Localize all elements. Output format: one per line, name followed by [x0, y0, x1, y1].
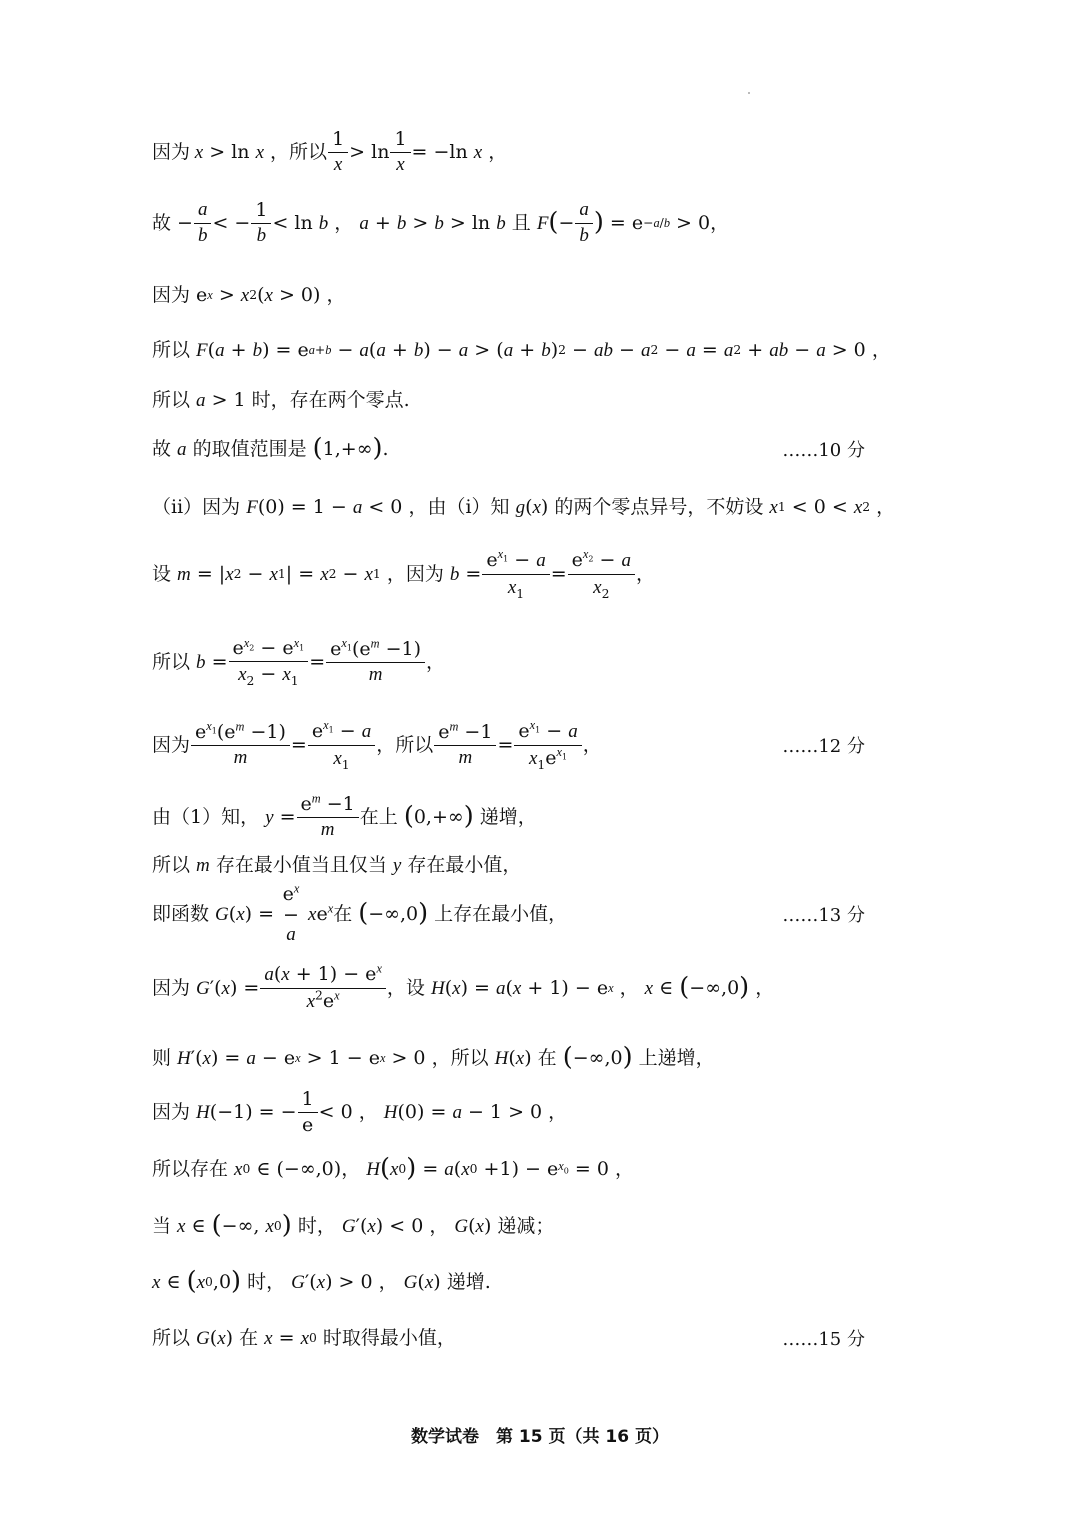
page-footer: 数学试卷 第 15 页（共 16 页） [411, 1427, 669, 1447]
scan-speck [748, 92, 750, 94]
exam-page: 因为 x > ln x ，所以 $\frac{1}{x}$ > ln $\frac{1}{x}$ = −ln x ， 故 − $\frac{a}{b}$ < − $\frac{1}{b}$ < ln b ， a + b > b > ln b 且 F ( − $\frac{a}{b}$ ) = e −a/b > 0， 因为 e x > x 2 ( x > 0) ， 所以 F ( a + b ) = e a+b − a ( a + b ) − a > ( a + b ) 2 − ab − a 2 − a = a 2 + ab − a > 0 ， 所以 a > 1 时，存在两个零点. 故 a 的取值范围是 ( 1,+∞ ) . ……10 分 （ⅱ）因为 F (0) = 1 − a < 0 ，由（ⅰ）知 g ( x ) 的两个零点异号，不妨设 x 1 < 0 < x 2 ， 设 m = | x 2 − x 1 | = x 2 − x 1 ，因为 b = $\frac{e^{x_1} - a}{x_1}$ = $\frac{e^{x_2} - a}{x_2}$ ， 所以 b = $\frac{e^{x_2} - e^{x_1}}{x_2 - x_1}$ = $\frac{e^{x_1}(e^m -1)}{m}$ ， 因为 $\frac{e^{x_1}(e^m -1)}{m}$ = $\frac{e^{x_1} - a}{x_1}$ ，所以 $\frac{e^m -1}{m}$ = $\frac{e^{x_1} - a}{x_1e^{x_1}}$ ， ……12 分 由（1）知， y = $\frac{e^m -1}{m}$ 在上 ( 0,+∞ ) 递增， 所以 m 存在最小值当且仅当 y 存在最小值， 即函数 G ( x ) = $e^x$ − a $xe^x$ 在 ( −∞,0 ) 上存在最小值， ……13 分 因为 G ′( x ) = $\frac{a(x + 1) - e^x}{x^2e^x}$ ，设 H ( x ) = a ( x + 1) − e x ， x ∈ ( −∞,0 ) ， 则 H ′( x ) = a − e x > 1 − e x > 0 ，所以 H ( x ) 在 ( −∞,0 ) 上递增， 因为 H (−1) = − $\frac{1}{e}$ < 0 ， H (0) = a − 1 > 0 ， 所以存在 x 0 ∈ (−∞,0)， H ( x 0 ) = a ( x 0 +1) − e $x_0$ = 0 ， 当 x ∈ ( −∞, x 0 ) 时， G ′( x ) < 0 ， G ( x ) 递减； x ∈ ( x 0 ,0 ) 时， G ′( x ) > 0 ， G ( x ) 递增. 所以 G ( x ) 在 x = x 0 时取得最小值， ……15 分 数学试卷 第 15 页（共 16 页） [0, 0, 1080, 1527]
